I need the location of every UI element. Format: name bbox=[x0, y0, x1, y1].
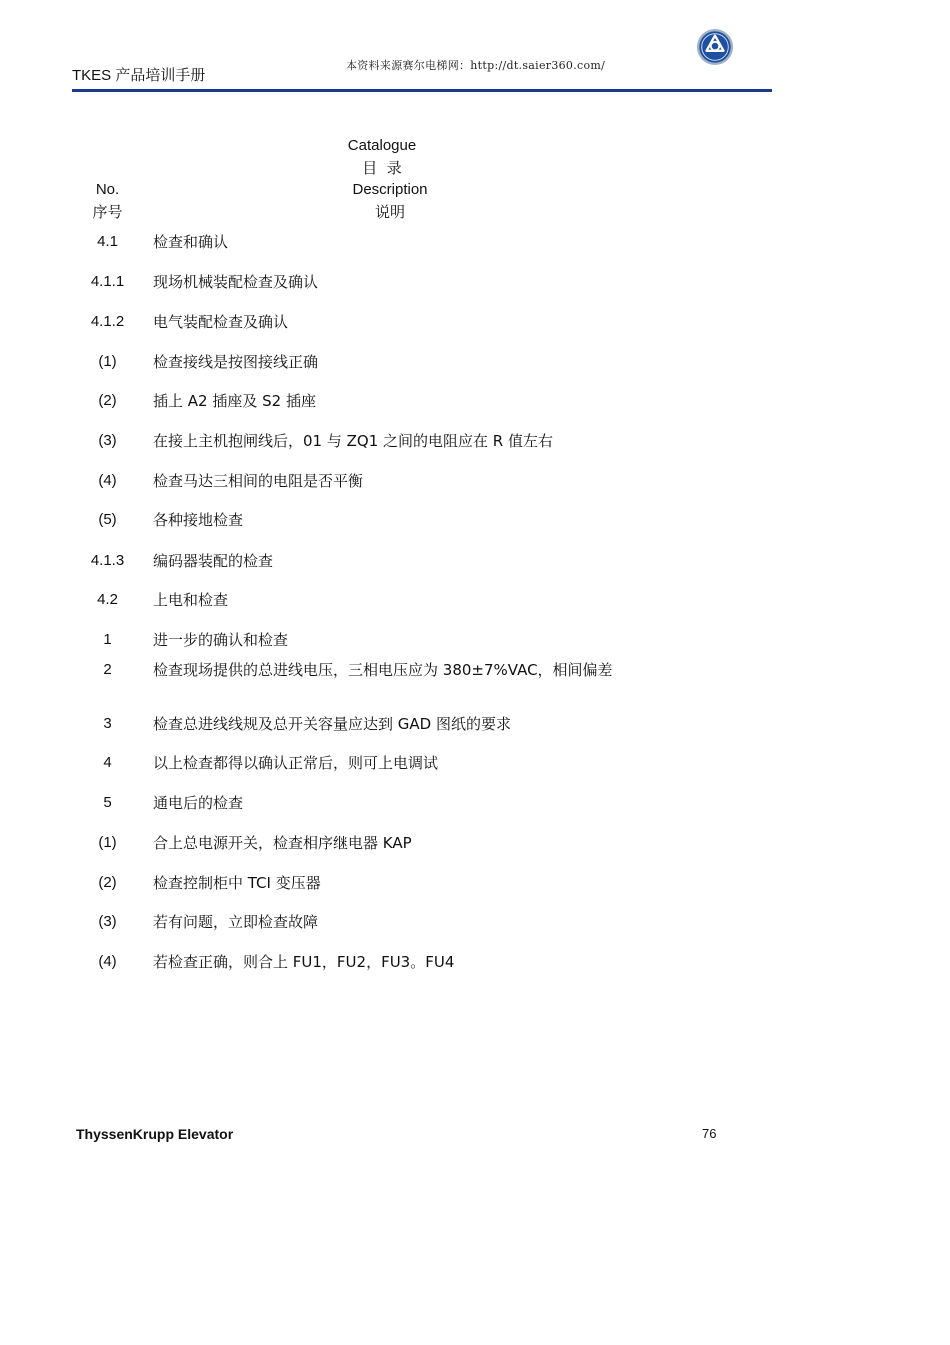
list-item bbox=[80, 311, 640, 333]
catalogue-heading-en: Catalogue bbox=[347, 137, 417, 154]
item-number: (1) bbox=[98, 834, 117, 851]
list-item bbox=[80, 629, 640, 651]
item-number: 4.1 bbox=[97, 233, 118, 250]
no-column-heading bbox=[80, 179, 135, 223]
item-number: 4.2 bbox=[97, 591, 118, 608]
item-number: (4) bbox=[98, 472, 117, 489]
list-item bbox=[80, 470, 640, 492]
item-text: 插上 A2 插座及 S2 插座 bbox=[153, 392, 316, 410]
item-number: 4.1.2 bbox=[90, 313, 125, 330]
item-number: 4.1.3 bbox=[90, 552, 125, 569]
item-number: 3 bbox=[103, 715, 112, 732]
catalogue-heading bbox=[330, 135, 434, 179]
header-title: TKES 产品培训手册 bbox=[72, 67, 206, 84]
item-number: 2 bbox=[103, 661, 112, 678]
item-number: (1) bbox=[98, 353, 117, 370]
item-number: (3) bbox=[98, 913, 117, 930]
list-item bbox=[80, 792, 640, 814]
item-number: (4) bbox=[98, 953, 117, 970]
list-item bbox=[80, 713, 640, 735]
item-number: (2) bbox=[98, 392, 117, 409]
item-number: (5) bbox=[98, 511, 117, 528]
list-item bbox=[80, 752, 640, 774]
list-item bbox=[80, 430, 640, 452]
item-text: 检查马达三相间的电阻是否平衡 bbox=[153, 472, 364, 490]
footer-brand: ThyssenKrupp Elevator bbox=[76, 1126, 234, 1142]
item-number: (3) bbox=[98, 432, 117, 449]
item-number: 4 bbox=[103, 754, 112, 771]
item-text: 若有问题，立即检查故障 bbox=[153, 913, 319, 931]
page-number: 76 bbox=[702, 1126, 717, 1141]
item-text: 合上总电源开关，检查相序继电器 KAP bbox=[153, 834, 412, 852]
item-text: 编码器装配的检查 bbox=[153, 552, 274, 570]
no-heading-en: No. bbox=[95, 181, 120, 198]
list-item bbox=[80, 872, 640, 894]
item-text: 上电和检查 bbox=[153, 591, 229, 609]
item-text: 各种接地检查 bbox=[153, 511, 244, 529]
list-item bbox=[80, 911, 640, 933]
item-text: 电气装配检查及确认 bbox=[153, 313, 289, 331]
list-item bbox=[80, 659, 640, 681]
item-text: 通电后的检查 bbox=[153, 794, 244, 812]
header-rule bbox=[72, 89, 772, 92]
item-text: 以上检查都得以确认正常后，则可上电调试 bbox=[153, 754, 439, 772]
item-text: 检查现场提供的总进线电压，三相电压应为 380±7%VAC，相间偏差 bbox=[153, 661, 613, 679]
description-heading-en: Description bbox=[352, 181, 428, 198]
catalogue-heading-cn: 目 录 bbox=[362, 159, 402, 177]
list-item bbox=[80, 951, 640, 973]
item-text: 在接上主机抱闸线后，01 与 ZQ1 之间的电阻应在 R 值左右 bbox=[153, 432, 553, 450]
list-item bbox=[80, 589, 640, 611]
item-number: 4.1.1 bbox=[90, 273, 125, 290]
list-item bbox=[80, 271, 640, 293]
item-text: 现场机械装配检查及确认 bbox=[153, 273, 319, 291]
item-text: 检查控制柜中 TCI 变压器 bbox=[153, 874, 321, 892]
item-text: 检查和确认 bbox=[153, 233, 229, 251]
description-column-heading bbox=[338, 179, 442, 223]
item-text: 检查总进线线规及总开关容量应达到 GAD 图纸的要求 bbox=[153, 715, 511, 733]
list-item bbox=[80, 832, 640, 854]
no-heading-cn: 序号 bbox=[92, 203, 123, 221]
list-item bbox=[80, 509, 640, 531]
item-number: 5 bbox=[103, 794, 112, 811]
source-note: 本资料来源赛尔电梯网：http://dt.saier360.com/ bbox=[346, 59, 606, 72]
list-item bbox=[80, 550, 640, 572]
thyssenkrupp-logo-icon bbox=[696, 28, 734, 66]
list-item bbox=[80, 390, 640, 412]
item-text: 若检查正确，则合上 FU1，FU2，FU3。FU4 bbox=[153, 953, 455, 971]
item-number: 1 bbox=[103, 631, 112, 648]
item-text: 进一步的确认和检查 bbox=[153, 631, 289, 649]
item-text: 检查接线是按图接线正确 bbox=[153, 353, 319, 371]
list-item bbox=[80, 231, 640, 253]
description-heading-cn: 说明 bbox=[374, 203, 405, 221]
item-number: (2) bbox=[98, 874, 117, 891]
list-item bbox=[80, 351, 640, 373]
